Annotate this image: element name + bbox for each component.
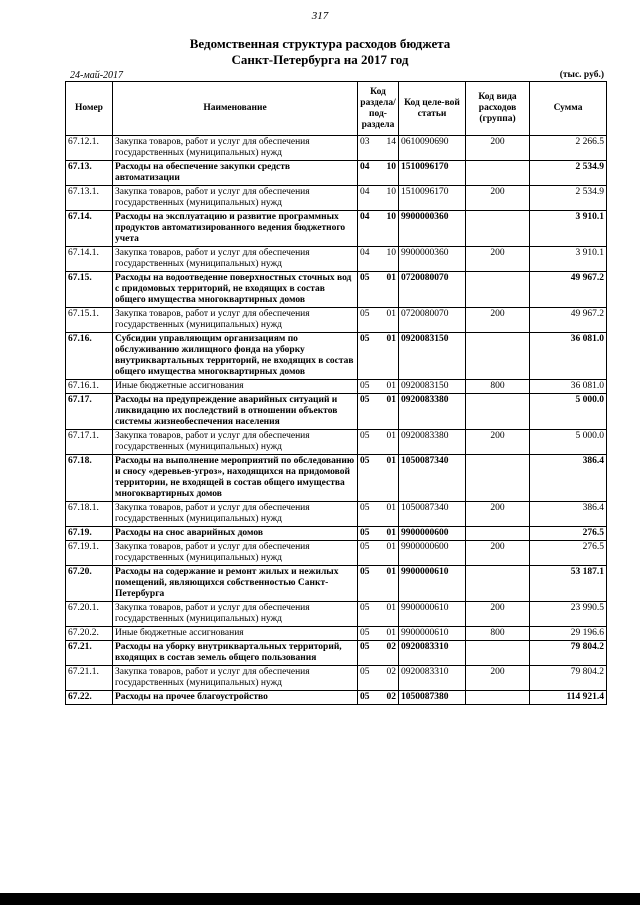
row-sum: 276.5: [530, 527, 607, 541]
row-name: Иные бюджетные ассигнования: [113, 380, 358, 394]
units-label: (тыс. руб.): [559, 70, 604, 80]
row-target-article: 0920083380: [399, 430, 466, 455]
row-razdel: 05: [358, 272, 378, 308]
row-number: 67.18.1.: [66, 502, 113, 527]
row-expense-type: [466, 211, 530, 247]
row-target-article: 0920083150: [399, 333, 466, 380]
header-number: Номер: [66, 82, 113, 136]
row-podrazdel: 10: [378, 161, 399, 186]
row-number: 67.18.: [66, 455, 113, 502]
row-razdel: 05: [358, 430, 378, 455]
row-number: 67.19.1.: [66, 541, 113, 566]
row-target-article: 9900000600: [399, 541, 466, 566]
row-name: Закупка товаров, работ и услуг для обеспечения государственных (муниципальных) нужд: [113, 430, 358, 455]
row-expense-type: [466, 641, 530, 666]
row-expense-type: 200: [466, 136, 530, 161]
row-name: Закупка товаров, работ и услуг для обеспечения государственных (муниципальных) нужд: [113, 247, 358, 272]
table-row: [66, 627, 607, 641]
row-podrazdel: 01: [378, 394, 399, 430]
row-razdel: 05: [358, 527, 378, 541]
row-target-article: 9900000600: [399, 527, 466, 541]
row-number: 67.20.1.: [66, 602, 113, 627]
row-razdel: 05: [358, 394, 378, 430]
header-name: Наименование: [113, 82, 358, 136]
row-podrazdel: 01: [378, 333, 399, 380]
row-number: 67.20.2.: [66, 627, 113, 641]
row-name: Расходы на выполнение мероприятий по обследованию и сносу «деревьев-угроз», находящихся на придомовой территории, не входящей в состав общего имущества многоквартирных домов: [113, 455, 358, 502]
row-target-article: 9900000360: [399, 211, 466, 247]
row-number: 67.17.: [66, 394, 113, 430]
row-podrazdel: 01: [378, 430, 399, 455]
row-target-article: 0720080070: [399, 272, 466, 308]
row-number: 67.16.1.: [66, 380, 113, 394]
table-row: [66, 502, 607, 527]
row-number: 67.13.1.: [66, 186, 113, 211]
title-line-2: Санкт-Петербурга на 2017 год: [231, 52, 409, 67]
row-expense-type: 200: [466, 247, 530, 272]
table-row: [66, 602, 607, 627]
row-name: Закупка товаров, работ и услуг для обеспечения государственных (муниципальных) нужд: [113, 308, 358, 333]
row-target-article: 1050087340: [399, 502, 466, 527]
row-expense-type: [466, 272, 530, 308]
table-row: [66, 430, 607, 455]
row-sum: 3 910.1: [530, 211, 607, 247]
row-name: Закупка товаров, работ и услуг для обеспечения государственных (муниципальных) нужд: [113, 666, 358, 691]
row-target-article: 0610090690: [399, 136, 466, 161]
row-razdel: 04: [358, 247, 378, 272]
row-podrazdel: 10: [378, 186, 399, 211]
row-razdel: 05: [358, 541, 378, 566]
row-target-article: 0920083150: [399, 380, 466, 394]
row-number: 67.15.: [66, 272, 113, 308]
row-expense-type: 200: [466, 186, 530, 211]
row-razdel: 05: [358, 602, 378, 627]
table-row: [66, 541, 607, 566]
row-razdel: 05: [358, 691, 378, 705]
row-expense-type: 200: [466, 602, 530, 627]
row-number: 67.12.1.: [66, 136, 113, 161]
row-sum: 276.5: [530, 541, 607, 566]
row-podrazdel: 01: [378, 308, 399, 333]
row-razdel: 05: [358, 566, 378, 602]
row-target-article: 1510096170: [399, 161, 466, 186]
row-razdel: 05: [358, 380, 378, 394]
row-number: 67.22.: [66, 691, 113, 705]
page-number: 317: [311, 10, 329, 22]
row-razdel: 03: [358, 136, 378, 161]
row-podrazdel: 02: [378, 641, 399, 666]
row-razdel: 05: [358, 333, 378, 380]
table-row: [66, 527, 607, 541]
row-target-article: 9900000610: [399, 627, 466, 641]
table-body: [66, 136, 607, 705]
row-sum: 114 921.4: [530, 691, 607, 705]
row-number: 67.14.: [66, 211, 113, 247]
row-podrazdel: 01: [378, 502, 399, 527]
row-name: Расходы на водоотведение поверхностных сточных вод с придомовых территорий, не входящих в состав общего имущества многоквартирных домов: [113, 272, 358, 308]
row-name: Иные бюджетные ассигнования: [113, 627, 358, 641]
row-name: Закупка товаров, работ и услуг для обеспечения государственных (муниципальных) нужд: [113, 502, 358, 527]
row-podrazdel: 02: [378, 691, 399, 705]
row-razdel: 05: [358, 502, 378, 527]
row-expense-type: [466, 691, 530, 705]
row-number: 67.21.1.: [66, 666, 113, 691]
row-target-article: 0920083380: [399, 394, 466, 430]
row-sum: 53 187.1: [530, 566, 607, 602]
row-number: 67.14.1.: [66, 247, 113, 272]
row-expense-type: [466, 394, 530, 430]
row-target-article: 9900000610: [399, 566, 466, 602]
budget-table: [65, 81, 607, 705]
table-row: [66, 455, 607, 502]
row-name: Закупка товаров, работ и услуг для обеспечения государственных (муниципальных) нужд: [113, 541, 358, 566]
row-razdel: 05: [358, 666, 378, 691]
header-target-article: Код целе-вой статьи: [399, 82, 466, 136]
row-target-article: 1050087380: [399, 691, 466, 705]
row-number: 67.21.: [66, 641, 113, 666]
row-sum: 386.4: [530, 502, 607, 527]
row-podrazdel: 01: [378, 272, 399, 308]
row-sum: 2 266.5: [530, 136, 607, 161]
row-target-article: 9900000360: [399, 247, 466, 272]
row-podrazdel: 10: [378, 247, 399, 272]
row-name: Закупка товаров, работ и услуг для обеспечения государственных (муниципальных) нужд: [113, 602, 358, 627]
row-name: Расходы на предупреждение аварийных ситуаций и ликвидацию их последствий в отношении объектов системы жизнеобеспечения населения: [113, 394, 358, 430]
table-row: [66, 186, 607, 211]
row-sum: 49 967.2: [530, 308, 607, 333]
row-sum: 36 081.0: [530, 380, 607, 394]
table-row: [66, 136, 607, 161]
table-row: [66, 380, 607, 394]
scan-bottom-edge: [0, 893, 640, 905]
row-podrazdel: 01: [378, 602, 399, 627]
row-name: Расходы на уборку внутриквартальных территорий, входящих в состав земель общего пользования: [113, 641, 358, 666]
row-sum: 5 000.0: [530, 430, 607, 455]
table-row: [66, 691, 607, 705]
row-sum: 49 967.2: [530, 272, 607, 308]
row-name: Расходы на прочее благоустройство: [113, 691, 358, 705]
row-name: Субсидии управляющим организациям по обслуживанию жилищного фонда на уборку внутриквартальных территорий, не входящих в состав общего имущества многоквартирных домов: [113, 333, 358, 380]
table-row: [66, 333, 607, 380]
row-sum: 386.4: [530, 455, 607, 502]
header-sum: Сумма: [530, 82, 607, 136]
row-sum: 2 534.9: [530, 161, 607, 186]
row-razdel: 05: [358, 455, 378, 502]
row-expense-type: [466, 161, 530, 186]
row-expense-type: 200: [466, 430, 530, 455]
row-name: Закупка товаров, работ и услуг для обеспечения государственных (муниципальных) нужд: [113, 136, 358, 161]
row-razdel: 04: [358, 211, 378, 247]
row-expense-type: [466, 527, 530, 541]
row-target-article: 0920083310: [399, 666, 466, 691]
row-number: 67.16.: [66, 333, 113, 380]
table-row: [66, 247, 607, 272]
row-podrazdel: 14: [378, 136, 399, 161]
table-row: [66, 161, 607, 186]
row-podrazdel: 01: [378, 627, 399, 641]
row-razdel: 05: [358, 627, 378, 641]
row-expense-type: 200: [466, 502, 530, 527]
row-podrazdel: 01: [378, 455, 399, 502]
title-line-1: Ведомственная структура расходов бюджета: [189, 36, 451, 51]
row-sum: 79 804.2: [530, 666, 607, 691]
table-row: [66, 666, 607, 691]
row-sum: 3 910.1: [530, 247, 607, 272]
header-expense-type: Код вида расходов (группа): [466, 82, 530, 136]
row-target-article: 0720080070: [399, 308, 466, 333]
row-target-article: 1050087340: [399, 455, 466, 502]
table-header-row: [66, 82, 607, 136]
row-podrazdel: 01: [378, 541, 399, 566]
row-name: Расходы на обеспечение закупки средств автоматизации: [113, 161, 358, 186]
row-podrazdel: 01: [378, 527, 399, 541]
row-podrazdel: 02: [378, 666, 399, 691]
table-row: [66, 272, 607, 308]
row-expense-type: 200: [466, 666, 530, 691]
row-target-article: 9900000610: [399, 602, 466, 627]
row-podrazdel: 01: [378, 566, 399, 602]
row-target-article: 0920083310: [399, 641, 466, 666]
row-sum: 36 081.0: [530, 333, 607, 380]
row-expense-type: [466, 566, 530, 602]
row-number: 67.19.: [66, 527, 113, 541]
row-razdel: 04: [358, 186, 378, 211]
row-number: 67.15.1.: [66, 308, 113, 333]
row-expense-type: 800: [466, 627, 530, 641]
row-number: 67.17.1.: [66, 430, 113, 455]
row-sum: 29 196.6: [530, 627, 607, 641]
row-number: 67.20.: [66, 566, 113, 602]
row-expense-type: 800: [466, 380, 530, 394]
row-razdel: 04: [358, 161, 378, 186]
table-row: [66, 211, 607, 247]
document-title: [0, 36, 640, 68]
row-podrazdel: 10: [378, 211, 399, 247]
document-date: 24-май-2017: [70, 70, 124, 81]
row-podrazdel: 01: [378, 380, 399, 394]
row-name: Расходы на эксплуатацию и развитие программных продуктов автоматизированного ведения бюджетного учета: [113, 211, 358, 247]
row-name: Расходы на снос аварийных домов: [113, 527, 358, 541]
table-row: [66, 308, 607, 333]
row-sum: 5 000.0: [530, 394, 607, 430]
row-target-article: 1510096170: [399, 186, 466, 211]
row-razdel: 05: [358, 308, 378, 333]
table-row: [66, 394, 607, 430]
row-name: Закупка товаров, работ и услуг для обеспечения государственных (муниципальных) нужд: [113, 186, 358, 211]
row-sum: 79 804.2: [530, 641, 607, 666]
row-expense-type: [466, 333, 530, 380]
row-name: Расходы на содержание и ремонт жилых и нежилых помещений, являющихся собственностью Санкт-Петербурга: [113, 566, 358, 602]
row-sum: 23 990.5: [530, 602, 607, 627]
table-row: [66, 566, 607, 602]
row-expense-type: [466, 455, 530, 502]
table-row: [66, 641, 607, 666]
row-expense-type: 200: [466, 541, 530, 566]
row-expense-type: 200: [466, 308, 530, 333]
row-sum: 2 534.9: [530, 186, 607, 211]
row-number: 67.13.: [66, 161, 113, 186]
row-razdel: 05: [358, 641, 378, 666]
header-razdel: Код раздела/ под-раздела: [358, 82, 399, 136]
